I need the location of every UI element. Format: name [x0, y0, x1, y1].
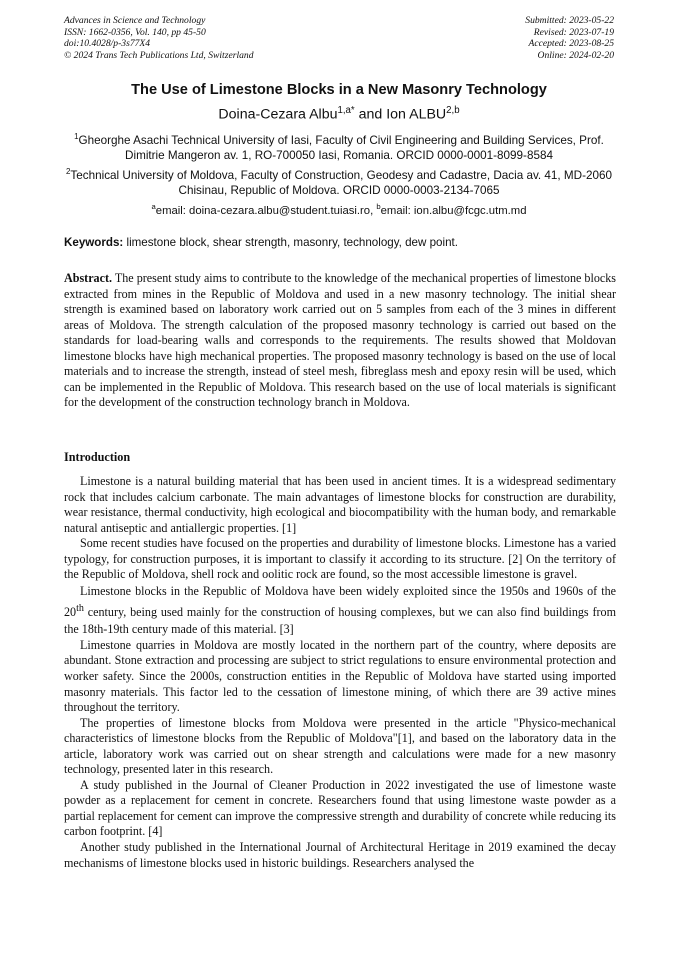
abstract-label: Abstract.: [64, 271, 113, 285]
section-heading-introduction: Introduction: [64, 450, 131, 464]
author-list: [0, 105, 678, 123]
author-1: Doina-Cezara Albu: [218, 106, 338, 123]
date-online: Online: 2024-02-20: [537, 49, 614, 61]
abstract-text: The present study aims to contribute to the knowledge of the mechanical properties of limestone blocks extracted from mines in the Republic of Moldova and used in a new masonry technology. The initial shear strength is examined based on laboratory work carried out on 5 samples from each of the 3 mines in different areas of Moldova. The strength calculation of the proposed masonry technology is carried out based on the standards for load-bearing walls and corresponds to the requirements. The results showed that Moldovan limestone blocks have high mechanical properties. The proposed masonry technology is based on the use of local materials and to increase the strength, instead of steel mesh, fibreglass mesh and epoxy resin will be used, which can be implemented in the Republic of Moldova. This research based on the use of local materials is significant for the development of the construction technology branch in Moldova.: [64, 271, 620, 410]
paragraph: Some recent studies have focused on the properties and durability of limestone blocks. Limestone has a varied typology, for construction purposes, it is important to classify it according to its structure. [2] On the territory of the Republic of Moldova, shell rock and oolitic rock are found, so the most accessible limestone is gravel.: [64, 536, 616, 582]
journal-info: [64, 15, 254, 61]
ordinal-suffix: th: [76, 602, 84, 614]
email-b: email: ion.albu@fcgc.utm.md: [380, 204, 527, 217]
journal-name: Advances in Science and Technology: [64, 15, 206, 26]
paragraph: Another study published in the International Journal of Architectural Heritage in 2019 examined the decay mechanisms of limestone blocks used in historic buildings. Researchers analysed the: [64, 839, 616, 870]
paragraph: Limestone is a natural building material that has been used in ancient times. It is a widespread sedimentary rock that includes calcium carbonate. The main advantages of limestone blocks for construction are durability, wear resistance, thermal conductivity, high ecological and biocompatibility with the human body, and remarkable natural antiseptic and antiallergic properties. [1]: [64, 474, 616, 535]
doi: doi:10.4028/p-3s77X4: [64, 38, 151, 50]
email-a: email: doina-cezara.albu@student.tuiasi.ro,: [155, 204, 377, 217]
paragraph: [64, 583, 616, 638]
author-emails: [0, 202, 678, 217]
keywords: [64, 236, 616, 249]
affiliation-1: [64, 129, 614, 164]
introduction-body: [64, 474, 616, 871]
date-submitted: Submitted: 2023-05-22: [525, 15, 614, 26]
affiliation-1-text: Gheorghe Asachi Technical University of Iasi, Faculty of Civil Engineering and Building Services, Prof. Dimitrie Mangeron av. 1, RO-700050 Iasi, Romania. ORCID 0000-0001-8099-8584: [78, 133, 604, 163]
date-accepted: Accepted: 2023-08-25: [528, 38, 614, 50]
affiliation-2: [64, 164, 614, 199]
affiliation-1-marker: 1: [74, 132, 79, 141]
paragraph: The properties of limestone blocks from Moldova were presented in the article "Physico-mechanical characteristics of limestone blocks from the Republic of Moldova"[1], and based on the laboratory data in the article, laboratory work was carried out on shear strength and calculations were made for a new masonry technology, presented later in this research.: [64, 715, 616, 777]
paragraph-text: Limestone blocks in the Republic of Moldova have been widely exploited since the 1950s and 1960s of the 20: [64, 583, 616, 619]
keywords-text: limestone block, shear strength, masonry, technology, dew point.: [123, 236, 458, 249]
author-2: Ion ALBU: [386, 106, 447, 123]
affiliation-2-marker: 2: [66, 167, 71, 176]
email-a-marker: a: [151, 202, 156, 211]
abstract: [64, 271, 620, 411]
author-conjunction: and: [354, 106, 387, 123]
paragraph: A study published in the Journal of Cleaner Production in 2022 investigated the use of limestone waste powder as a replacement for cement in concrete. Researchers found that using limestone waste powder as a partial replacement for cement can improve the compressive strength and durability of concrete while reducing its carbon footprint. [4]: [64, 777, 616, 839]
email-b-marker: b: [376, 202, 381, 211]
issn-volume: ISSN: 1662-0356, Vol. 140, pp 45-50: [64, 26, 206, 38]
affiliation-2-text: Technical University of Moldova, Faculty of Construction, Geodesy and Cadastre, Dacia av. 41, MD-2060 Chisinau, Republic of Moldova. ORCID 0000-0003-2134-7065: [70, 168, 612, 198]
author-2-marker: 2,b: [446, 105, 460, 116]
paper-title: The Use of Limestone Blocks in a New Masonry Technology: [131, 82, 547, 98]
publication-dates: [525, 15, 614, 61]
paragraph: Limestone quarries in Moldova are mostly located in the northern part of the country, where deposits are abundant. Stone extraction and processing are subject to strict regulations to ensure environmental protection and worker safety. Since the 2000s, construction entities in the Republic of Moldova have started using imported masonry materials. This factor led to the cessation of limestone mining, of which there are 39 active mines throughout the territory.: [64, 637, 616, 715]
keywords-label: Keywords:: [64, 236, 124, 249]
paragraph-text: century, being used mainly for the construction of housing complexes, but we can also find buildings from the 18th-19th century made of this material. [3]: [64, 604, 616, 636]
author-1-marker: 1,a*: [337, 105, 355, 116]
date-revised: Revised: 2023-07-19: [533, 26, 614, 38]
copyright: © 2024 Trans Tech Publications Ltd, Switzerland: [64, 49, 254, 61]
